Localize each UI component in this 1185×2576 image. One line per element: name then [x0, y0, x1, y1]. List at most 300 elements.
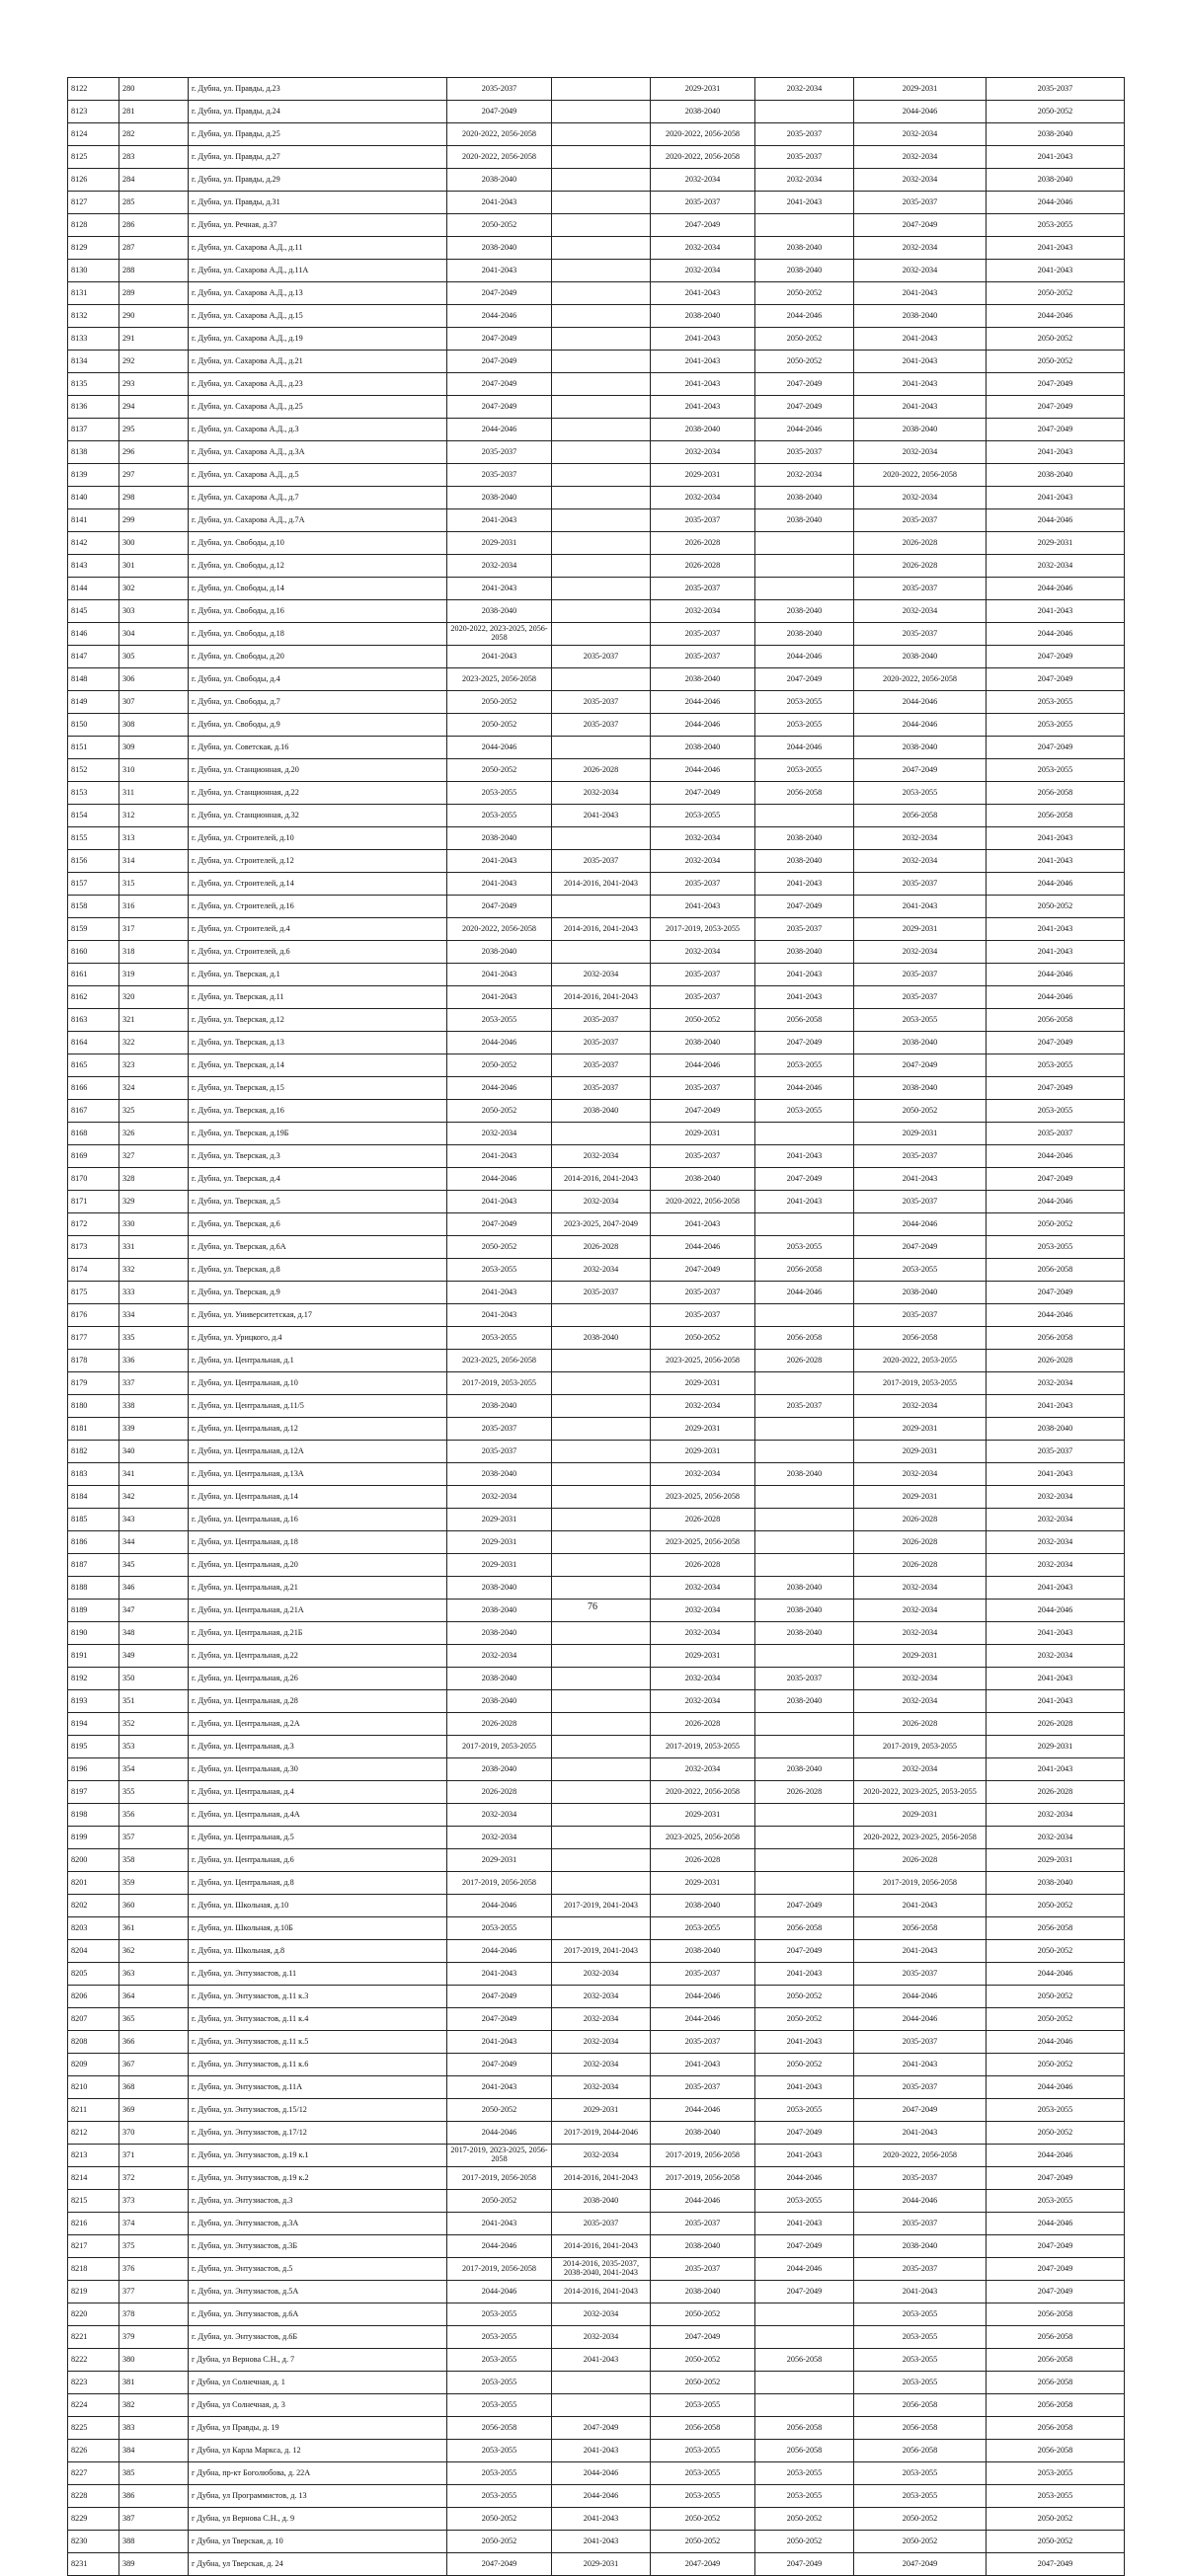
period-cell: 2038-2040 [447, 169, 552, 192]
row-number-cell: 8209 [68, 2054, 119, 2076]
period-cell [552, 1713, 651, 1736]
period-cell: 2032-2034 [755, 78, 854, 101]
period-cell: 2026-2028 [854, 1509, 987, 1531]
index-cell: 360 [119, 1895, 189, 1917]
table-row [68, 1304, 1125, 1327]
page-number: 76 [588, 1601, 597, 1612]
row-number-cell: 8218 [68, 2258, 119, 2281]
period-cell [552, 1736, 651, 1758]
period-cell: 2050-2052 [987, 1895, 1125, 1917]
row-number-cell: 8148 [68, 668, 119, 691]
period-cell: 2029-2031 [651, 1804, 755, 1827]
period-cell: 2017-2019, 2056-2058 [854, 1872, 987, 1895]
period-cell: 2053-2055 [755, 2099, 854, 2122]
table-row [68, 169, 1125, 192]
row-number-cell: 8165 [68, 1054, 119, 1077]
row-number-cell: 8161 [68, 964, 119, 986]
period-cell: 2044-2046 [447, 1168, 552, 1191]
index-cell: 326 [119, 1123, 189, 1145]
table-row [68, 1849, 1125, 1872]
table-row [68, 1327, 1125, 1350]
period-cell: 2035-2037 [987, 78, 1125, 101]
address-cell: г. Дубна, ул. Строителей, д.14 [189, 873, 447, 896]
period-cell [552, 101, 651, 123]
table-row [68, 1395, 1125, 1418]
period-cell [552, 237, 651, 260]
period-cell: 2047-2049 [987, 2258, 1125, 2281]
period-cell: 2053-2055 [447, 782, 552, 805]
period-cell: 2041-2043 [755, 2076, 854, 2099]
period-cell: 2038-2040 [987, 1872, 1125, 1895]
period-cell: 2050-2052 [987, 351, 1125, 373]
period-cell: 2044-2046 [854, 101, 987, 123]
period-cell: 2053-2055 [447, 2394, 552, 2417]
period-cell: 2044-2046 [987, 578, 1125, 600]
row-number-cell: 8216 [68, 2213, 119, 2235]
period-cell: 2038-2040 [854, 419, 987, 441]
table-row [68, 1895, 1125, 1917]
period-cell: 2038-2040 [447, 1395, 552, 1418]
period-cell: 2050-2052 [651, 2372, 755, 2394]
period-cell: 2047-2049 [755, 2122, 854, 2145]
period-cell: 2050-2052 [987, 101, 1125, 123]
index-cell: 358 [119, 1849, 189, 1872]
table-row [68, 2145, 1125, 2167]
period-cell: 2044-2046 [987, 192, 1125, 214]
row-number-cell: 8210 [68, 2076, 119, 2099]
period-cell [552, 1872, 651, 1895]
period-cell: 2032-2034 [651, 441, 755, 464]
period-cell: 2053-2055 [987, 2462, 1125, 2485]
period-cell: 2035-2037 [987, 1123, 1125, 1145]
period-cell: 2056-2058 [987, 805, 1125, 827]
period-cell: 2041-2043 [552, 2349, 651, 2372]
table-row [68, 2462, 1125, 2485]
table-row [68, 1077, 1125, 1100]
table-row [68, 1486, 1125, 1509]
period-cell: 2035-2037 [854, 1304, 987, 1327]
period-cell: 2038-2040 [651, 2122, 755, 2145]
period-cell: 2047-2049 [987, 373, 1125, 396]
period-cell: 2032-2034 [552, 2054, 651, 2076]
period-cell [755, 1123, 854, 1145]
period-cell: 2035-2037 [651, 509, 755, 532]
row-number-cell: 8192 [68, 1668, 119, 1690]
index-cell: 328 [119, 1168, 189, 1191]
period-cell: 2029-2031 [854, 1441, 987, 1463]
period-cell: 2038-2040 [987, 123, 1125, 146]
address-cell: г. Дубна, ул. Тверская, д.8 [189, 1259, 447, 1282]
row-number-cell: 8132 [68, 305, 119, 328]
row-number-cell: 8138 [68, 441, 119, 464]
index-cell: 372 [119, 2167, 189, 2190]
period-cell: 2035-2037 [651, 873, 755, 896]
period-cell: 2035-2037 [552, 646, 651, 668]
period-cell: 2053-2055 [447, 2349, 552, 2372]
period-cell: 2026-2028 [651, 1509, 755, 1531]
index-cell: 305 [119, 646, 189, 668]
address-cell: г. Дубна, ул. Центральная, д.4А [189, 1804, 447, 1827]
period-cell [552, 1531, 651, 1554]
period-cell: 2047-2049 [447, 328, 552, 351]
index-cell: 383 [119, 2417, 189, 2440]
index-cell: 288 [119, 260, 189, 282]
period-cell [552, 896, 651, 918]
row-number-cell: 8212 [68, 2122, 119, 2145]
address-cell: г. Дубна, ул. Речная, д.37 [189, 214, 447, 237]
row-number-cell: 8197 [68, 1781, 119, 1804]
period-cell: 2053-2055 [854, 1009, 987, 1032]
table-row [68, 1622, 1125, 1645]
row-number-cell: 8179 [68, 1372, 119, 1395]
period-cell: 2053-2055 [854, 2349, 987, 2372]
index-cell: 361 [119, 1917, 189, 1940]
period-cell [755, 1554, 854, 1577]
period-cell [755, 1736, 854, 1758]
period-cell: 2035-2037 [651, 1145, 755, 1168]
period-cell: 2017-2019, 2023-2025, 2056-2058 [447, 2145, 552, 2167]
period-cell: 2041-2043 [651, 1213, 755, 1236]
index-cell: 325 [119, 1100, 189, 1123]
period-cell: 2041-2043 [447, 2076, 552, 2099]
row-number-cell: 8190 [68, 1622, 119, 1645]
row-number-cell: 8173 [68, 1236, 119, 1259]
period-cell [755, 1372, 854, 1395]
row-number-cell: 8172 [68, 1213, 119, 1236]
period-cell: 2047-2049 [447, 1986, 552, 2008]
period-cell [552, 827, 651, 850]
period-cell [755, 1531, 854, 1554]
period-cell: 2050-2052 [854, 1100, 987, 1123]
index-cell: 356 [119, 1804, 189, 1827]
table-row [68, 2008, 1125, 2031]
period-cell: 2056-2058 [854, 1327, 987, 1350]
period-cell: 2035-2037 [854, 2167, 987, 2190]
period-cell [552, 1577, 651, 1600]
address-cell: г. Дубна, ул. Энтузиастов, д.11А [189, 2076, 447, 2099]
period-cell: 2041-2043 [552, 2440, 651, 2462]
address-cell: г Дубна, ул Программистов, д. 13 [189, 2485, 447, 2508]
period-cell: 2038-2040 [651, 1940, 755, 1963]
period-cell [755, 1645, 854, 1668]
index-cell: 296 [119, 441, 189, 464]
period-cell: 2041-2043 [552, 805, 651, 827]
period-cell: 2047-2049 [987, 646, 1125, 668]
period-cell: 2053-2055 [447, 2303, 552, 2326]
period-cell: 2032-2034 [552, 1259, 651, 1282]
period-cell: 2038-2040 [651, 1168, 755, 1191]
period-cell: 2035-2037 [755, 123, 854, 146]
period-cell: 2032-2034 [447, 1645, 552, 1668]
table-row [68, 2349, 1125, 2372]
period-cell: 2050-2052 [651, 1327, 755, 1350]
period-cell: 2032-2034 [854, 260, 987, 282]
table-row [68, 964, 1125, 986]
period-cell: 2029-2031 [854, 1804, 987, 1827]
period-cell: 2032-2034 [447, 1486, 552, 1509]
index-cell: 370 [119, 2122, 189, 2145]
row-number-cell: 8227 [68, 2462, 119, 2485]
index-cell: 380 [119, 2349, 189, 2372]
period-cell: 2032-2034 [854, 827, 987, 850]
period-cell: 2056-2058 [987, 1327, 1125, 1350]
period-cell: 2050-2052 [447, 1054, 552, 1077]
index-cell: 291 [119, 328, 189, 351]
period-cell: 2032-2034 [552, 2145, 651, 2167]
period-cell: 2056-2058 [651, 2417, 755, 2440]
period-cell: 2020-2022, 2056-2058 [447, 918, 552, 941]
period-cell: 2038-2040 [447, 237, 552, 260]
period-cell: 2020-2022, 2056-2058 [854, 668, 987, 691]
row-number-cell: 8136 [68, 396, 119, 419]
period-cell: 2038-2040 [651, 101, 755, 123]
period-cell: 2038-2040 [447, 487, 552, 509]
address-cell: г. Дубна, ул. Правды, д.25 [189, 123, 447, 146]
period-cell: 2026-2028 [854, 1849, 987, 1872]
period-cell [552, 1554, 651, 1577]
period-cell: 2035-2037 [447, 464, 552, 487]
index-cell: 298 [119, 487, 189, 509]
row-number-cell: 8215 [68, 2190, 119, 2213]
period-cell: 2038-2040 [552, 1327, 651, 1350]
period-cell: 2032-2034 [854, 1395, 987, 1418]
period-cell: 2038-2040 [755, 1758, 854, 1781]
address-cell: г. Дубна, ул. Тверская, д.5 [189, 1191, 447, 1213]
period-cell: 2026-2028 [987, 1713, 1125, 1736]
period-cell: 2041-2043 [651, 896, 755, 918]
row-number-cell: 8191 [68, 1645, 119, 1668]
period-cell: 2044-2046 [987, 2145, 1125, 2167]
table-row [68, 896, 1125, 918]
period-cell [755, 101, 854, 123]
period-cell: 2017-2019, 2053-2055 [854, 1372, 987, 1395]
period-cell: 2032-2034 [651, 1395, 755, 1418]
period-cell: 2032-2034 [447, 555, 552, 578]
period-cell [552, 555, 651, 578]
period-cell [552, 1849, 651, 1872]
row-number-cell: 8134 [68, 351, 119, 373]
period-cell: 2020-2022, 2056-2058 [651, 146, 755, 169]
address-cell: г. Дубна, ул. Энтузиастов, д.6А [189, 2303, 447, 2326]
period-cell: 2044-2046 [987, 1145, 1125, 1168]
index-cell: 384 [119, 2440, 189, 2462]
table-row [68, 941, 1125, 964]
period-cell: 2035-2037 [552, 691, 651, 714]
period-cell [552, 282, 651, 305]
address-cell: г. Дубна, ул. Сахарова А.Д., д.3А [189, 441, 447, 464]
period-cell: 2041-2043 [755, 1191, 854, 1213]
period-cell: 2035-2037 [854, 509, 987, 532]
period-cell: 2029-2031 [854, 1486, 987, 1509]
period-cell: 2023-2025, 2056-2058 [651, 1531, 755, 1554]
address-cell: г. Дубна, ул. Свободы, д.4 [189, 668, 447, 691]
period-cell: 2041-2043 [447, 1145, 552, 1168]
period-cell: 2020-2022, 2023-2025, 2056-2058 [854, 1827, 987, 1849]
index-cell: 299 [119, 509, 189, 532]
period-cell: 2032-2034 [552, 964, 651, 986]
index-cell: 307 [119, 691, 189, 714]
table-row [68, 419, 1125, 441]
period-cell: 2041-2043 [755, 873, 854, 896]
period-cell: 2047-2049 [987, 1032, 1125, 1054]
address-cell: г. Дубна, ул. Сахарова А.Д., д.21 [189, 351, 447, 373]
period-cell: 2053-2055 [854, 2326, 987, 2349]
period-cell [552, 1372, 651, 1395]
address-cell: г. Дубна, ул. Центральная, д.1 [189, 1350, 447, 1372]
row-number-cell: 8157 [68, 873, 119, 896]
period-cell: 2041-2043 [447, 2213, 552, 2235]
row-number-cell: 8167 [68, 1100, 119, 1123]
address-cell: г. Дубна, ул. Советская, д.16 [189, 737, 447, 759]
period-cell: 2050-2052 [755, 2508, 854, 2531]
period-cell: 2020-2022, 2056-2058 [651, 1191, 755, 1213]
period-cell: 2041-2043 [854, 896, 987, 918]
index-cell: 334 [119, 1304, 189, 1327]
address-cell: г. Дубна, ул. Центральная, д.16 [189, 1509, 447, 1531]
address-cell: г Дубна, ул Правды, д. 19 [189, 2417, 447, 2440]
table-row [68, 1668, 1125, 1690]
table-row [68, 1168, 1125, 1191]
period-cell: 2041-2043 [447, 873, 552, 896]
period-cell: 2041-2043 [447, 2031, 552, 2054]
period-cell [552, 1123, 651, 1145]
period-cell [552, 78, 651, 101]
period-cell: 2044-2046 [854, 714, 987, 737]
period-cell: 2056-2058 [987, 782, 1125, 805]
table-row [68, 668, 1125, 691]
index-cell: 293 [119, 373, 189, 396]
address-cell: г. Дубна, ул. Свободы, д.7 [189, 691, 447, 714]
period-cell: 2041-2043 [987, 1395, 1125, 1418]
period-cell: 2044-2046 [755, 2167, 854, 2190]
table-row [68, 237, 1125, 260]
period-cell: 2038-2040 [447, 1622, 552, 1645]
period-cell: 2041-2043 [755, 1145, 854, 1168]
address-cell: г. Дубна, ул. Сахарова А.Д., д.3 [189, 419, 447, 441]
period-cell: 2047-2049 [651, 2553, 755, 2576]
table-row [68, 328, 1125, 351]
address-cell: г. Дубна, ул. Свободы, д.20 [189, 646, 447, 668]
period-cell: 2044-2046 [651, 2008, 755, 2031]
row-number-cell: 8213 [68, 2145, 119, 2167]
period-cell: 2041-2043 [854, 328, 987, 351]
period-cell: 2044-2046 [447, 737, 552, 759]
period-cell: 2032-2034 [552, 2076, 651, 2099]
period-cell: 2047-2049 [447, 2054, 552, 2076]
period-cell: 2032-2034 [651, 850, 755, 873]
period-cell: 2041-2043 [854, 396, 987, 419]
period-cell [552, 1804, 651, 1827]
period-cell: 2035-2037 [651, 2031, 755, 2054]
period-cell: 2026-2028 [651, 555, 755, 578]
period-cell: 2056-2058 [447, 2417, 552, 2440]
period-cell: 2044-2046 [987, 623, 1125, 646]
address-cell: г. Дубна, ул. Тверская, д.14 [189, 1054, 447, 1077]
period-cell: 2029-2031 [651, 78, 755, 101]
index-cell: 349 [119, 1645, 189, 1668]
index-cell: 352 [119, 1713, 189, 1736]
table-row [68, 1736, 1125, 1758]
index-cell: 306 [119, 668, 189, 691]
index-cell: 301 [119, 555, 189, 578]
period-cell: 2035-2037 [651, 192, 755, 214]
address-cell: г. Дубна, ул. Правды, д.27 [189, 146, 447, 169]
period-cell: 2029-2031 [552, 2553, 651, 2576]
address-cell: г. Дубна, ул. Энтузиастов, д.11 к.5 [189, 2031, 447, 2054]
index-cell: 365 [119, 2008, 189, 2031]
index-cell: 281 [119, 101, 189, 123]
address-cell: г. Дубна, ул. Школьная, д.10Б [189, 1917, 447, 1940]
period-cell [552, 2372, 651, 2394]
period-cell: 2050-2052 [987, 2122, 1125, 2145]
period-cell: 2038-2040 [755, 487, 854, 509]
period-cell: 2050-2052 [651, 2531, 755, 2553]
period-cell: 2032-2034 [854, 169, 987, 192]
period-cell: 2044-2046 [755, 646, 854, 668]
period-cell: 2044-2046 [755, 419, 854, 441]
period-cell: 2035-2037 [854, 578, 987, 600]
period-cell [552, 1463, 651, 1486]
index-cell: 340 [119, 1441, 189, 1463]
period-cell: 2014-2016, 2041-2043 [552, 918, 651, 941]
period-cell: 2053-2055 [854, 2485, 987, 2508]
period-cell: 2029-2031 [987, 1849, 1125, 1872]
period-cell: 2029-2031 [854, 1123, 987, 1145]
address-cell: г Дубна, ул Вернова С.Н., д. 7 [189, 2349, 447, 2372]
table-body [68, 78, 1125, 2576]
address-cell: г. Дубна, ул. Центральная, д.11/5 [189, 1395, 447, 1418]
period-cell: 2056-2058 [987, 1009, 1125, 1032]
period-cell: 2047-2049 [987, 2167, 1125, 2190]
period-cell [552, 373, 651, 396]
period-cell [552, 1509, 651, 1531]
row-number-cell: 8142 [68, 532, 119, 555]
index-cell: 367 [119, 2054, 189, 2076]
address-cell: г. Дубна, ул. Центральная, д.2А [189, 1713, 447, 1736]
period-cell: 2053-2055 [755, 759, 854, 782]
table-row [68, 396, 1125, 419]
period-cell: 2032-2034 [447, 1827, 552, 1849]
index-cell: 315 [119, 873, 189, 896]
period-cell [552, 532, 651, 555]
period-cell: 2056-2058 [987, 2349, 1125, 2372]
address-cell: г. Дубна, ул. Свободы, д.9 [189, 714, 447, 737]
address-cell: г. Дубна, ул. Энтузиастов, д.11 к.3 [189, 1986, 447, 2008]
period-cell [755, 214, 854, 237]
index-cell: 388 [119, 2531, 189, 2553]
period-cell: 2035-2037 [755, 146, 854, 169]
period-cell: 2038-2040 [987, 464, 1125, 487]
period-cell: 2044-2046 [987, 305, 1125, 328]
period-cell [552, 2394, 651, 2417]
index-cell: 368 [119, 2076, 189, 2099]
period-cell [552, 1781, 651, 1804]
period-cell [552, 668, 651, 691]
period-cell: 2038-2040 [651, 668, 755, 691]
period-cell: 2053-2055 [755, 1054, 854, 1077]
address-cell: г. Дубна, ул. Правды, д.31 [189, 192, 447, 214]
period-cell: 2038-2040 [854, 305, 987, 328]
table-row [68, 1509, 1125, 1531]
period-cell: 2044-2046 [651, 1236, 755, 1259]
period-cell: 2041-2043 [854, 2122, 987, 2145]
address-cell: г. Дубна, ул. Центральная, д.13А [189, 1463, 447, 1486]
period-cell [552, 146, 651, 169]
period-cell: 2035-2037 [552, 2213, 651, 2235]
period-cell: 2041-2043 [987, 146, 1125, 169]
index-cell: 379 [119, 2326, 189, 2349]
period-cell: 2053-2055 [447, 1259, 552, 1282]
